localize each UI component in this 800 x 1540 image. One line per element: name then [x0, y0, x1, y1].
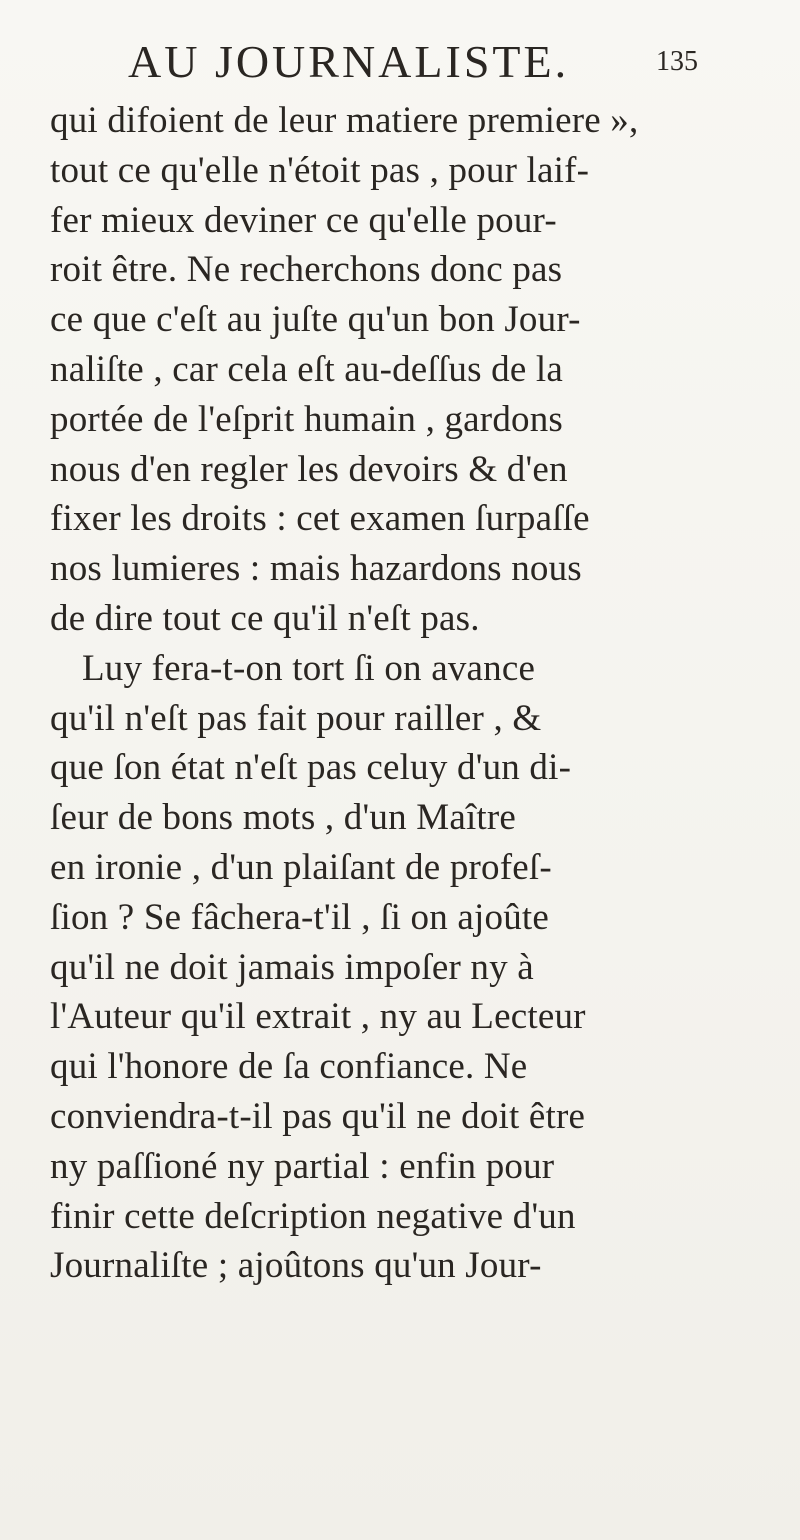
page-header [128, 36, 698, 88]
text-line: roit être. Ne recherchons donc pas [50, 249, 563, 291]
text-line: qu'il n'eſt pas fait pour railler , & [50, 697, 542, 739]
page-number: 135 [656, 46, 698, 77]
text-line: ſeur de bons mots , d'un Maître [50, 797, 517, 839]
text-line: fixer les droits : cet examen ſurpaſſe [50, 498, 590, 540]
text-line: finir cette deſcription negative d'un [50, 1195, 576, 1237]
text-line: fer mieux deviner ce qu'elle pour- [50, 199, 557, 241]
text-line: qu'il ne doit jamais impoſer ny à [50, 946, 534, 988]
text-line: que ſon état n'eſt pas celuy d'un di- [50, 747, 572, 789]
body-text [50, 96, 790, 1291]
text-line: naliſte , car cela eſt au-deſſus de la [50, 348, 564, 390]
text-line: ſion ? Se fâchera-t'il , ſi on ajoûte [50, 896, 550, 938]
text-line: de dire tout ce qu'il n'eſt pas. [50, 597, 480, 639]
running-title: AU JOURNALISTE. [128, 36, 570, 87]
paragraph-start-line: Luy fera-t-on tort ſi on avance [82, 647, 536, 689]
text-line: l'Auteur qu'il extrait , ny au Lecteur [50, 996, 586, 1038]
text-line: en ironie , d'un plaiſant de profeſ- [50, 846, 552, 888]
text-line: qui difoient de leur matiere premiere », [50, 100, 639, 141]
text-line: tout ce qu'elle n'étoit pas , pour laif- [50, 149, 590, 191]
text-line: conviendra-t-il pas qu'il ne doit être [50, 1095, 586, 1137]
text-line: Journaliſte ; ajoûtons qu'un Jour- [50, 1245, 542, 1287]
text-line: nous d'en regler les devoirs & d'en [50, 448, 568, 490]
text-line: nos lumieres : mais hazardons nous [50, 548, 582, 590]
text-line: ce que c'eſt au juſte qu'un bon Jour- [50, 299, 581, 341]
text-line: qui l'honore de ſa confiance. Ne [50, 1046, 528, 1088]
text-line: portée de l'eſprit humain , gardons [50, 398, 564, 440]
text-line: ny paſſioné ny partial : enfin pour [50, 1145, 555, 1187]
